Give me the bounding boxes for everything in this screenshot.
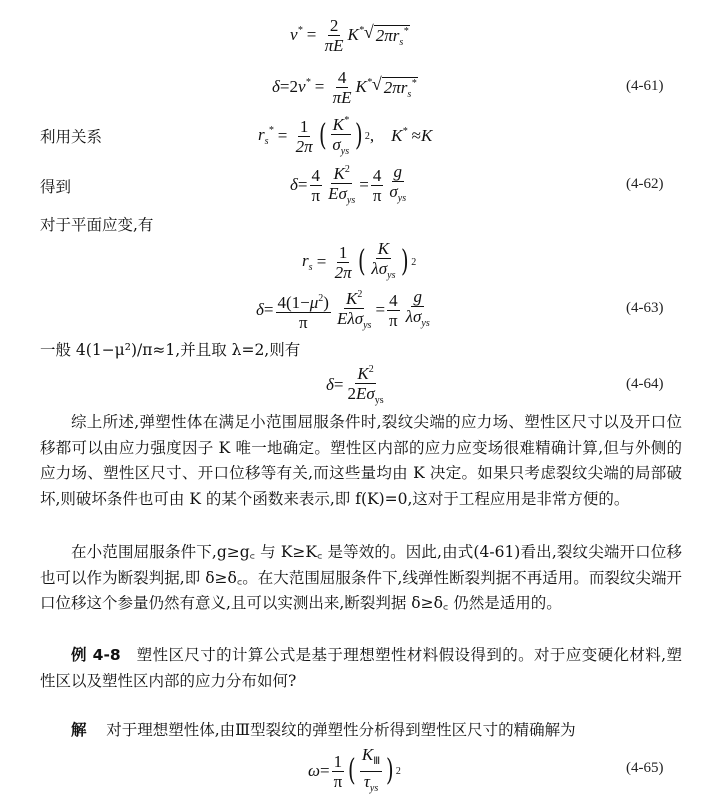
equation-4-63: δ = $\frac{4(1-\mu^2)}{\pi}$ $\frac{K^2}{E\lambda\sigma_{ys}}$ = $\frac{4}{\pi}$ $\frac{g}{\lambda\sigma_{ys}}$ — [256, 287, 430, 332]
solution — [40, 718, 682, 744]
label-obtain: 得到 — [40, 178, 72, 196]
equation-rs-relation: $r_s^*$ = $\frac{1}{2\pi}$ ( $\frac{K^*}{\sigma_{ys}}$ ) 2 , K* ≈ K — [258, 110, 432, 162]
solution-text: 对于理想塑性体,由Ⅲ型裂纹的弹塑性分析得到塑性区尺寸的精确解为 — [106, 721, 576, 739]
eq-number-4-63: (4-63) — [626, 300, 664, 316]
eq-number-4-65: (4-65) — [626, 760, 664, 776]
label-general: 一般 4(1−μ²)/π≈1,并且取 λ=2,则有 — [40, 341, 301, 359]
paragraph-summary: 综上所述,弹塑性体在满足小范围屈服条件时,裂纹尖端的应力场、塑性区尺寸以及开口位移都可以由应力强度因子 K 唯一地确定。塑性区内部的应力应变场很难精确计算,但与外侧的应力场、塑性区尺寸、开口位移等有关,而这些量均由 K 决定。如果只考虑裂纹尖端的局部破坏,则破坏条件也可由 K 的某个函数来表示,即 f(K)=0,这对于工程应用是非常方便的。 — [40, 413, 682, 508]
paragraph-small-scale-yielding: 在小范围屈服条件下,g≥g꜀ 与 K≥K꜀ 是等效的。因此,由式(4-61)看出,裂纹尖端开口位移也可以作为断裂判据,即 δ≥δ꜀。在大范围屈服条件下,线弹性断裂判据不再适用。而裂纹尖端开口位移这个参量仍然有意义,且可以实测出来,断裂判据 δ≥δ꜀ 仍然是适用的。 — [40, 543, 682, 612]
equation-4-61: δ =2 v* = $\frac{4}{\pi E}$ K* √ $2\pi r_s^*$ — [272, 67, 417, 107]
equation-4-62: δ = $\frac{4}{\pi}$ $\frac{K^2}{E\sigma_{ys}}$ = $\frac{4}{\pi}$ $\frac{g}{\sigma_{ys}}$ — [290, 162, 407, 206]
equation-rs-plane-strain: $r_s$ = $\frac{1}{2\pi}$ ( $\frac{K}{\lambda\sigma_{ys}}$ ) 2 — [302, 239, 417, 282]
eq-number-4-61: (4-61) — [626, 78, 664, 94]
solution-label: 解 — [71, 721, 87, 739]
equation-v-star: v* = $\frac{2}{\pi E}$ K* √ $2\pi r_s^*$ — [290, 15, 409, 55]
equation-4-65: ω = $\frac{1}{\pi}$ ( $\frac{K_Ⅲ}{\tau_{ys}}$ ) 2 — [308, 744, 401, 794]
label-plane-strain: 对于平面应变,有 — [40, 216, 154, 234]
example-4-8 — [40, 643, 682, 694]
example-text: 塑性区尺寸的计算公式是基于理想塑性材料假设得到的。对于应变硬化材料,塑性区以及塑性区内部的应力分布如何? — [40, 646, 683, 690]
eq-number-4-62: (4-62) — [626, 176, 664, 192]
label-using-relation: 利用关系 — [40, 128, 103, 146]
example-label: 例 4-8 — [71, 646, 121, 664]
eq-number-4-64: (4-64) — [626, 376, 664, 392]
equation-4-64: δ = $\frac{K^2}{2E\sigma_{ys}}$ — [326, 362, 388, 408]
